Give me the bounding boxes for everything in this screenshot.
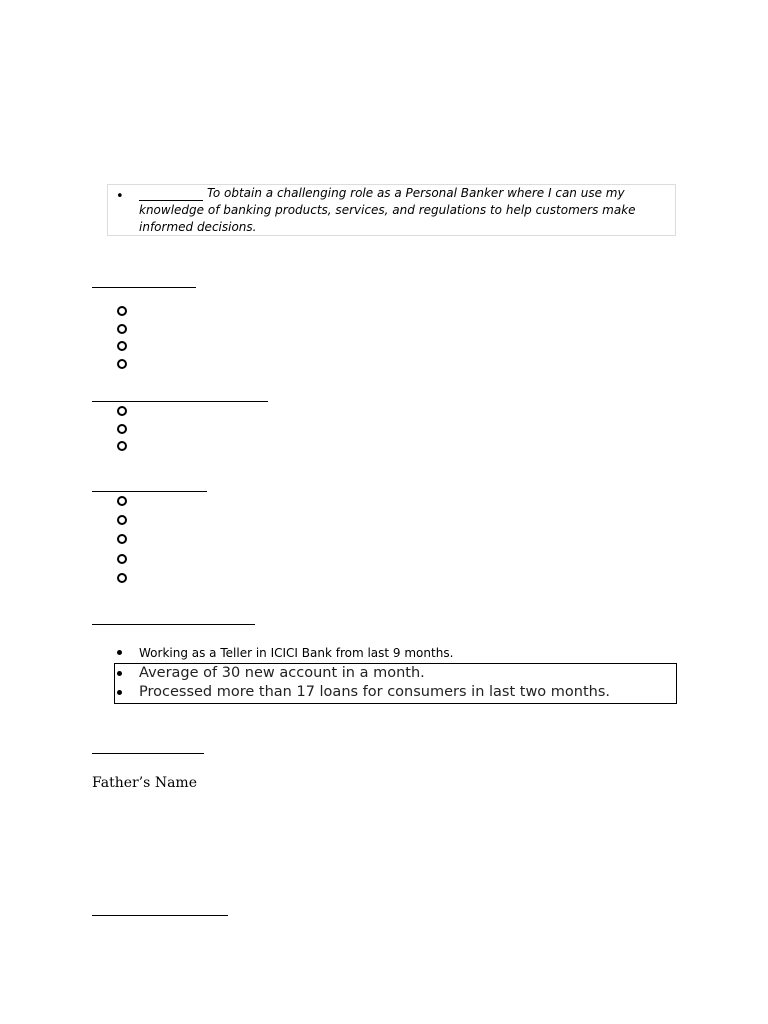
list-bullet-circle bbox=[117, 515, 127, 525]
section-heading-rule bbox=[92, 401, 268, 402]
section-heading-rule bbox=[92, 491, 207, 492]
list-bullet-dot bbox=[117, 690, 122, 695]
list-bullet-circle bbox=[117, 424, 127, 434]
objective-text-content: To obtain a challenging role as a Personal Banker where I can use my knowledge of banking products, services, and regulations to help customers make informed decisions. bbox=[139, 186, 636, 234]
section-heading-rule bbox=[92, 915, 228, 916]
list-bullet-circle bbox=[117, 306, 127, 316]
section-heading-rule bbox=[92, 753, 204, 754]
list-bullet-circle bbox=[117, 359, 127, 369]
experience-item: Processed more than 17 loans for consumers in last two months. bbox=[139, 684, 611, 700]
list-bullet-circle bbox=[117, 406, 127, 416]
experience-item: Working as a Teller in ICICI Bank from last 9 months. bbox=[139, 646, 454, 660]
section-heading-rule bbox=[92, 287, 196, 288]
objective-bullet: • bbox=[116, 189, 124, 204]
list-bullet-circle bbox=[117, 341, 127, 351]
objective-text bbox=[139, 185, 674, 236]
list-bullet-circle bbox=[117, 441, 127, 451]
list-bullet-circle bbox=[117, 573, 127, 583]
section-heading-rule bbox=[92, 624, 255, 625]
list-bullet-dot bbox=[117, 650, 122, 655]
list-bullet-circle bbox=[117, 324, 127, 334]
fathers-name-label: Father’s Name bbox=[92, 775, 197, 791]
list-bullet-circle bbox=[117, 534, 127, 544]
experience-item: Average of 30 new account in a month. bbox=[139, 665, 425, 681]
list-bullet-circle bbox=[117, 554, 127, 564]
list-bullet-circle bbox=[117, 496, 127, 506]
list-bullet-dot bbox=[117, 671, 122, 676]
